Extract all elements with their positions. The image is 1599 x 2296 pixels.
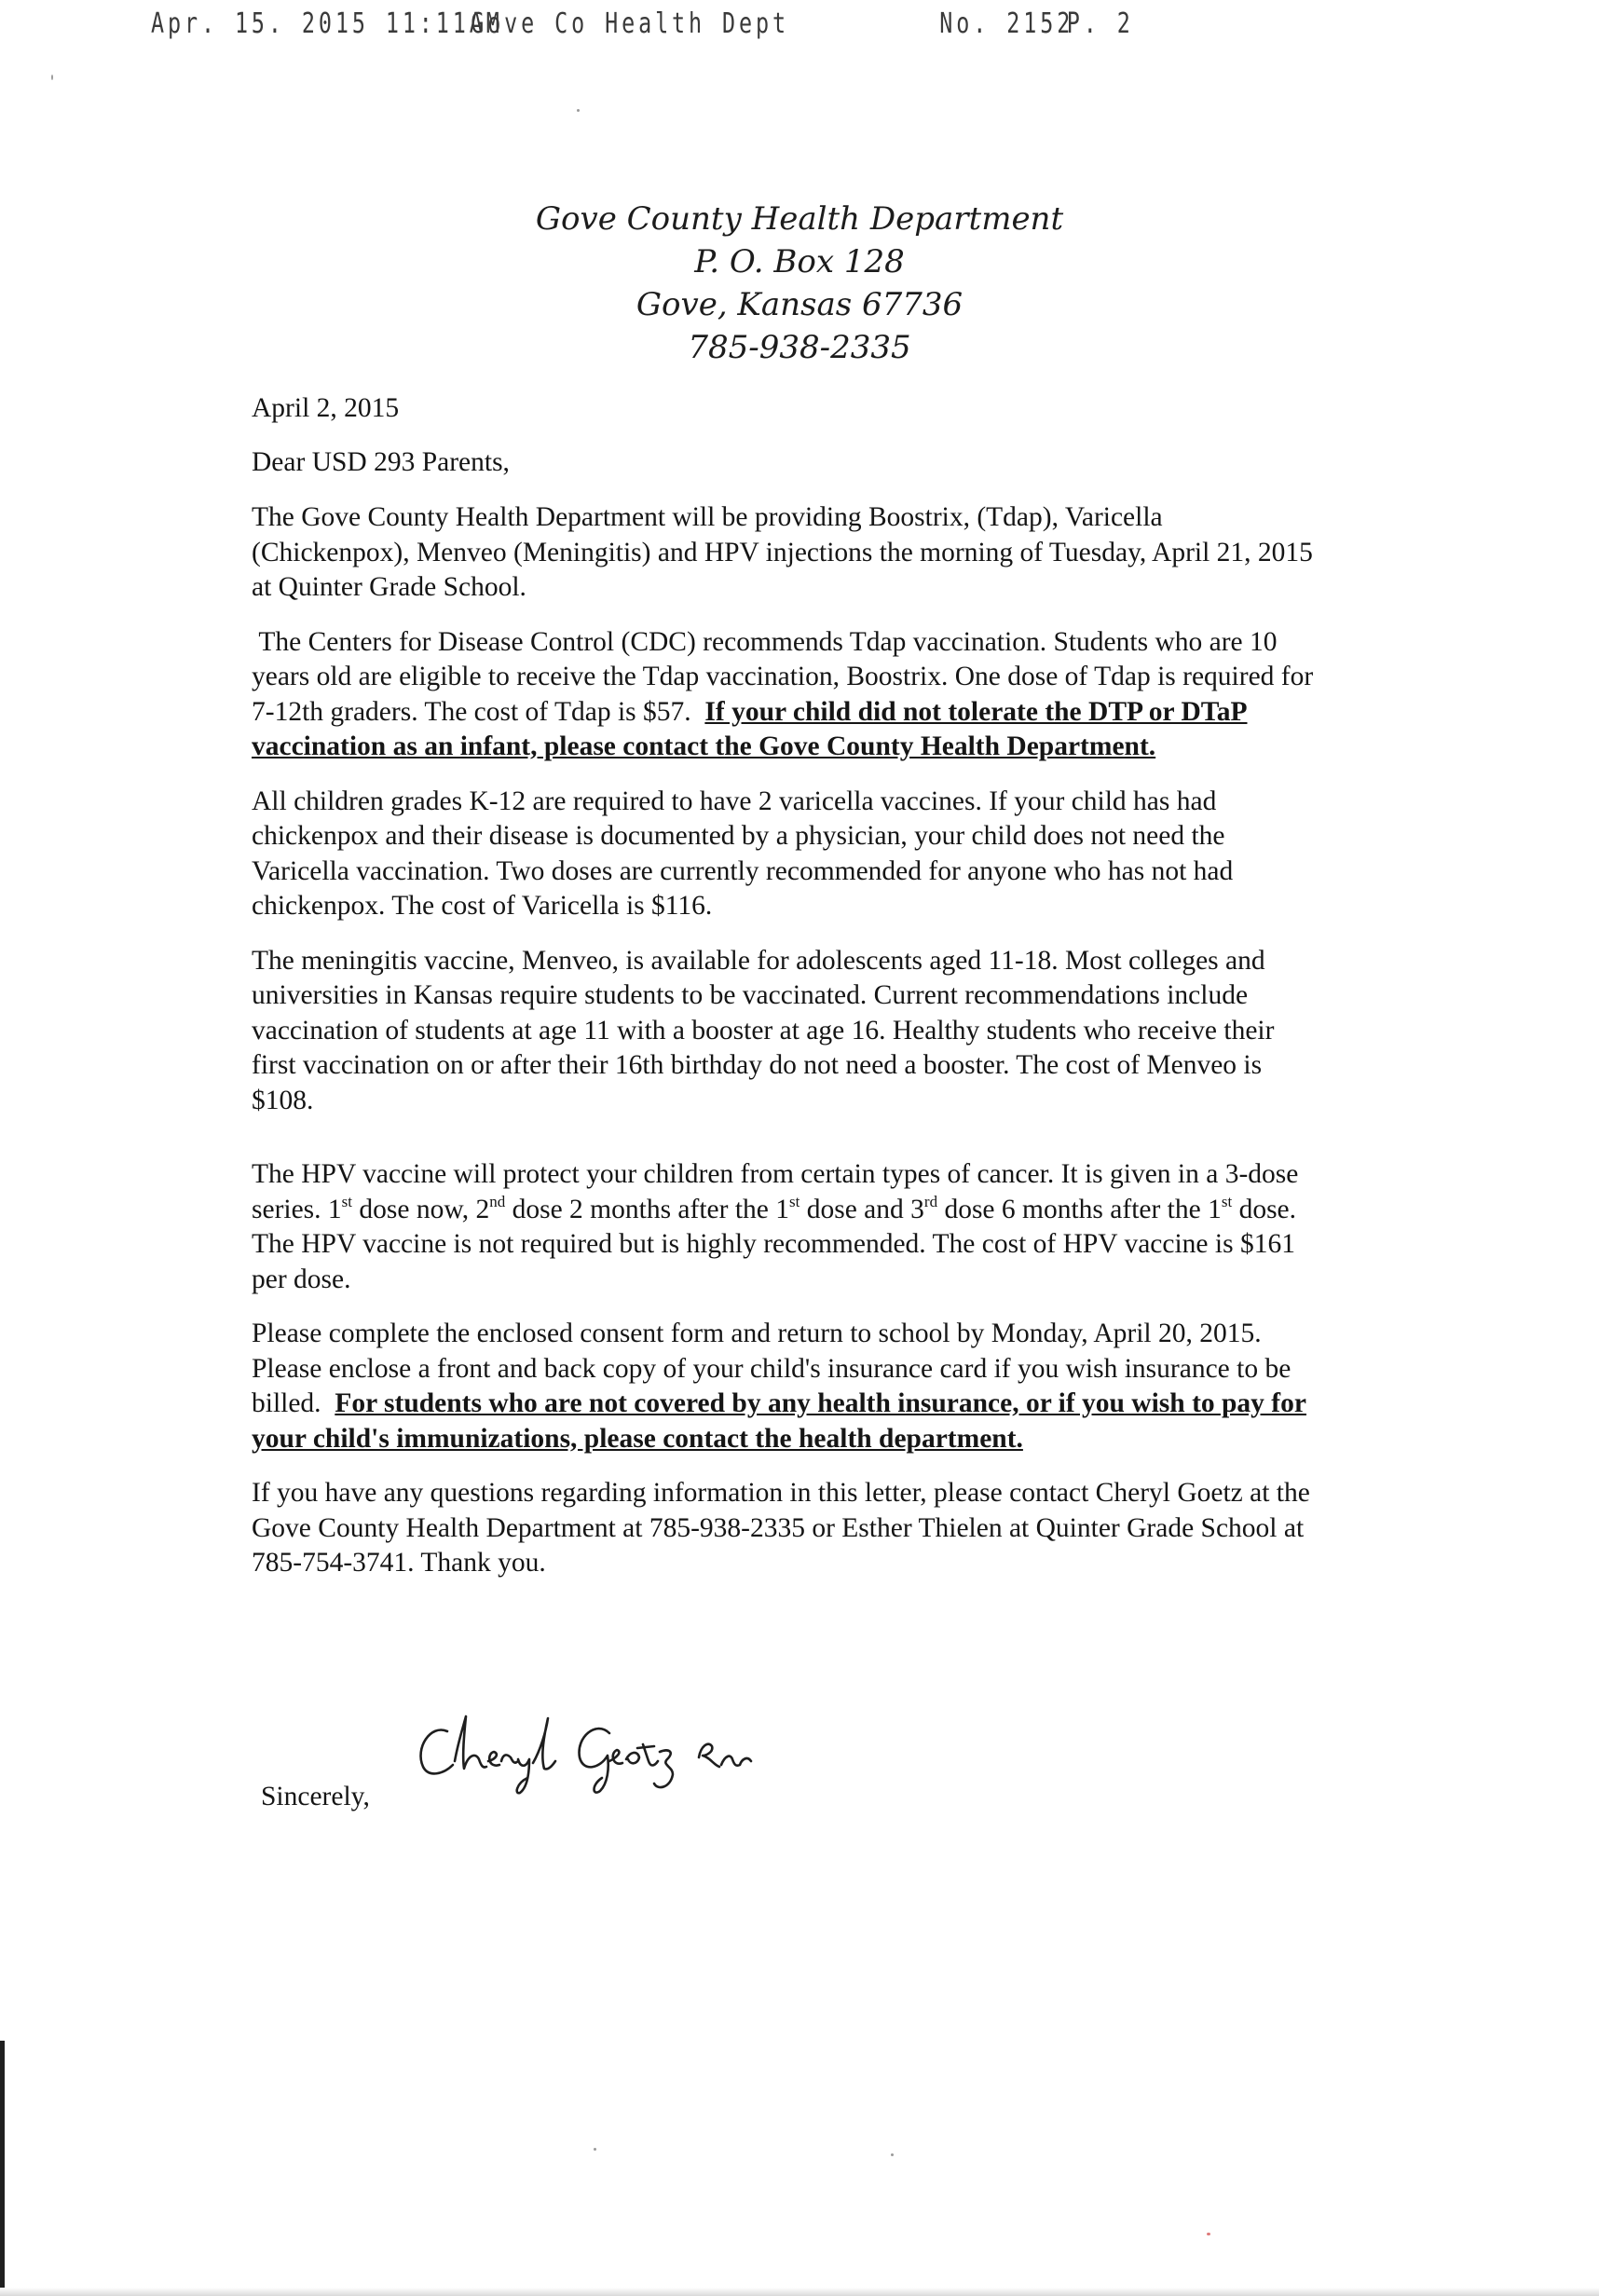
letterhead-city: Gove, Kansas 67736 [636,286,964,323]
hpv-sup-3: st [789,1192,800,1210]
scan-edge-bottom [0,2288,1599,2296]
letter-date: April 2, 2015 [252,393,400,423]
scan-speck [577,109,580,112]
letterhead-name: Gove County Health Department [535,200,1064,238]
hpv-text-4: dose and 3 [800,1194,924,1224]
tdap-emphasis: If your child did not tolerate the DTP or DTaP vaccination as an infant, please contact the Gove County Health Department. [252,696,1248,761]
salutation: Dear USD 293 Parents, [252,446,510,477]
scan-speck [891,2153,894,2156]
meningitis-paragraph: The meningitis vaccine, Menveo, is available for adolescents aged 11-18. Most colleges and universities in Kansas require students to be vaccinated. Current recommendations include vaccination of students at age 11 with a booster at age 16. Healthy students who receive their first vaccination on or after their 16th birthday do not need a booster. The cost of Menveo is $108. [252,945,1275,1115]
signature-graphic [410,1703,801,1806]
consent-text: Please complete the enclosed consent form and return to school by Monday, April 20, 2015. Please enclose a front and back copy of your child's insurance card if you wish insurance to be billed. [252,1319,1292,1418]
hpv-text-2: dose now, 2 [352,1194,490,1224]
hpv-sup-5: st [1221,1192,1233,1210]
intro-paragraph: The Gove County Health Department will be providing Boostrix, (Tdap), Varicella (Chickenpox), Menveo (Meningitis) and HPV injections the morning of Tuesday, April 21, 2015 at Quinter Grade School. [252,502,1313,602]
questions-paragraph: If you have any questions regarding information in this letter, please contact Cheryl Goetz at the Gove County Health Department at 785-938-2335 or Esther Thielen at Quinter Grade School at 785-754-3741. Thank you. [252,1478,1310,1578]
hpv-text-5: dose 6 months after the 1 [937,1194,1222,1224]
tdap-paragraph [252,625,1314,765]
fax-datetime: Apr. 15. 2015 11:11AM [151,7,503,40]
fax-number: No. 2152 [939,7,1074,40]
hpv-text-1: The HPV vaccine will protect your children from certain types of cancer. It is given in a 3-dose series. 1 [252,1159,1299,1224]
letterhead-phone: 785-938-2335 [688,329,911,366]
hpv-sup-2: nd [489,1192,506,1210]
letterhead [0,198,1599,369]
fax-header [151,7,1134,45]
scan-edge-left [0,2041,5,2296]
hpv-text-6: dose. The HPV vaccine is not required but is highly recommended. The cost of HPV vaccine is $161 per dose. [252,1194,1297,1294]
scan-speck [51,75,53,80]
tdap-text: The Centers for Disease Control (CDC) recommends Tdap vaccination. Students who are 10 years old are eligible to receive the Tdap vaccination, Boostrix. One dose of Tdap is required for 7-12th graders. The cost of Tdap is $57. [252,626,1314,727]
scan-speck [1207,2233,1210,2235]
hpv-paragraph [252,1157,1314,1297]
hpv-sup-4: rd [923,1192,938,1210]
hpv-text-3: dose 2 months after the 1 [505,1194,790,1224]
fax-sender: Gove Co Health Dept [471,7,789,40]
consent-paragraph [252,1317,1314,1456]
signature [410,1703,801,1806]
closing: Sincerely, [261,1782,370,1811]
letter-body [252,391,1314,1601]
hpv-sup-1: st [341,1192,353,1210]
fax-page: P. 2 [1066,7,1134,40]
letterhead-po-box: P. O. Box 128 [694,243,905,280]
consent-emphasis: For students who are not covered by any health insurance, or if you wish to pay for your child's immunizations, please contact the health department. [252,1388,1306,1454]
scan-speck [594,2148,596,2151]
varicella-paragraph: All children grades K-12 are required to have 2 varicella vaccines. If your child has had chickenpox and their disease is documented by a physician, your child does not need the Varicella vaccination. Two doses are currently recommended for anyone who has not had chickenpox. The cost of Varicella is $116. [252,786,1234,921]
